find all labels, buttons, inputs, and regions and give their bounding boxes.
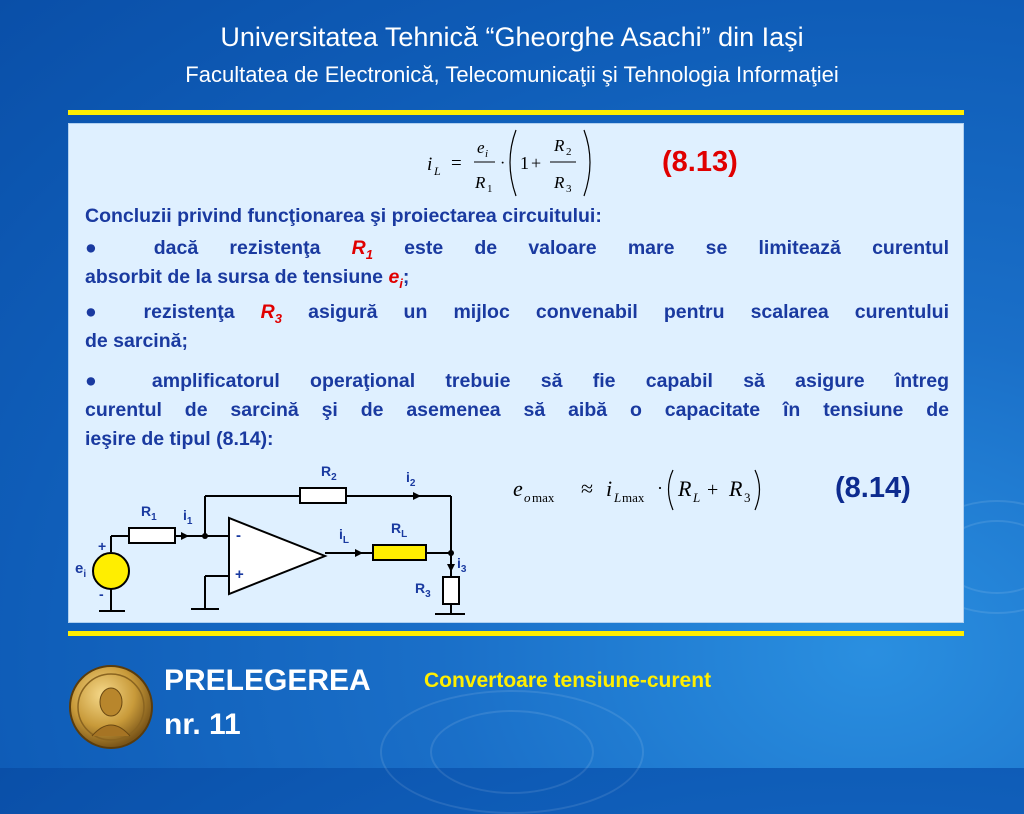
svg-text:R: R [678,476,692,501]
bullet-1-line-2: absorbit de la sursa de tensiune $e_i$; [85,266,410,291]
label-ei: $e_i$ [75,560,87,580]
label-rl: $R_L$ [391,520,408,540]
svg-text:+: + [707,479,719,501]
voltage-source [93,553,129,589]
equation-number-8-13: (8.13) [662,146,738,178]
bullet-3-line-2: curentul de sarcină şi de asemenea să aibă o capacitate în tensiune de [85,399,949,421]
lecture-number: nr. 11 [164,708,241,741]
svg-text:R: R [554,173,565,192]
bullet-2-line-1: ● rezistenţa $R_3$ asigură un mijloc convenabil pentru scalarea curentului [85,301,949,326]
svg-text:3: 3 [566,183,572,195]
label-i2: $i_2$ [406,469,416,489]
svg-text:2: 2 [566,146,572,158]
bottom-divider [68,631,964,636]
arrow-i3 [447,564,455,572]
var-r1: $R_1$ [351,237,373,262]
svg-text:R: R [554,136,565,155]
svg-text:e: e [513,476,523,501]
label-i3: $i_3$ [457,555,467,575]
svg-text:i: i [485,148,489,160]
opamp-minus: - [236,527,241,544]
bullet-3-line-3: ieşire de tipul (8.14): [85,428,274,450]
conclusions-heading: Concluzii privind funcţionarea şi proiectarea circuitului: [85,205,602,227]
source-plus: + [98,538,107,554]
svg-text:1: 1 [520,153,529,173]
bullet-3-line-1: ● amplificatorul operaţional trebuie să fie capabil să asigure întreg [85,370,949,392]
svg-text:i: i [606,476,613,501]
svg-text:3: 3 [744,490,751,505]
resistor-rl [373,545,426,560]
svg-text:max: max [622,490,645,505]
svg-text:L: L [434,164,441,178]
circuit-diagram [69,124,965,624]
label-r2: $R_2$ [321,463,337,483]
resistor-r1 [129,528,175,543]
svg-text:max: max [532,490,555,505]
resistor-r3 [443,577,459,604]
arrow-i1 [181,532,189,540]
svg-text:R: R [729,476,743,501]
lecture-title: PRELEGEREA [164,664,371,697]
university-medal-icon [68,664,154,750]
opamp-plus: + [235,566,244,583]
lecture-topic: Convertoare tensiune-curent [424,669,712,692]
svg-text:=: = [451,153,462,174]
label-il: $i_L$ [339,526,349,546]
arrow-i2 [413,492,421,500]
svg-text:≈: ≈ [581,476,594,501]
label-r3: $R_3$ [415,580,431,600]
faculty-title: Facultatea de Electronică, Telecomunicaţii şi Tehnologia Informaţiei [185,62,839,87]
svg-text:L: L [614,490,622,505]
bullet-2-line-2: de sarcină; [85,330,188,352]
label-r1: $R_1$ [141,503,157,523]
var-ei: $e_i$ [388,266,403,291]
resistor-r2 [300,488,346,503]
university-title: Universitatea Tehnică “Gheorghe Asachi” din Iaşi [220,22,804,52]
source-minus: - [99,586,104,602]
svg-text:1: 1 [487,183,493,195]
svg-text:·: · [657,478,663,498]
ripple-decoration [430,710,594,794]
arrow-il [355,549,363,557]
label-i1: $i_1$ [183,507,193,527]
svg-text:L: L [693,490,701,505]
content-panel [68,123,964,623]
svg-text:e: e [477,138,485,157]
top-divider [68,110,964,115]
equation-number-8-14: (8.14) [835,472,911,504]
svg-text:R: R [475,173,486,192]
svg-text:+: + [531,153,542,173]
svg-text:·: · [500,155,506,172]
var-r3: $R_3$ [260,301,282,326]
bullet-1-line-1: ● dacă rezistenţa $R_1$ este de valoare mare se limitează curentul [85,237,949,262]
svg-text:i: i [427,154,433,175]
svg-text:o: o [524,490,531,505]
